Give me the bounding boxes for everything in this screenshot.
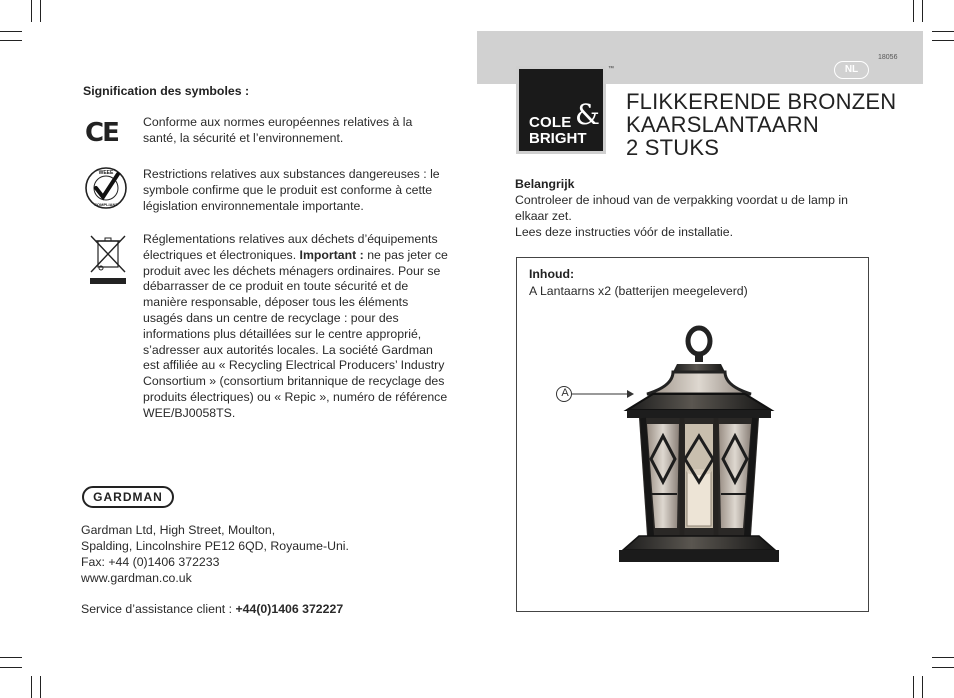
title-line-2: KAARSLANTAARN xyxy=(626,112,819,137)
important-heading: Belangrijk xyxy=(515,177,575,191)
crop-mark xyxy=(0,667,22,668)
title-line-1: FLIKKERENDE BRONZEN xyxy=(626,89,897,114)
crop-mark xyxy=(913,0,914,22)
customer-service xyxy=(81,602,343,618)
rohs-description: Restrictions relatives aux substances dangereuses : le symbole confirme que le produit est conforme à cette législation environnementale importante. xyxy=(143,167,440,213)
weee-text-part2: ne pas jeter ce produit avec les déchets ménagers ordinaires. Pour se débarrasser de ce produit en toute sécurité et de manière responsable, déposer tous les éléments usagés dans un centre de recyclage : pour des informations plus détaillées sur le centre approprié, s’adresser aux autorités locales. La société Gardman est affiliée au « Recycling Electrical Producers’ Industry Consortium » (consortium britannique de recyclage des produits électriques) ou « Repic », numéro de référence WEE/BJ0058TS. xyxy=(143,247,448,420)
gardman-logo: GARDMAN xyxy=(82,486,174,508)
fax-number: Fax: +44 (0)1406 372233 xyxy=(81,555,220,569)
crop-mark xyxy=(0,40,22,41)
important-text-1: Controleer de inhoud van de verpakking voordat u de lamp in elkaar zet. xyxy=(515,193,848,223)
title-line-3: 2 STUKS xyxy=(626,135,720,160)
ce-description: Conforme aux normes européennes relatives à la santé, la sécurité et l’environnement. xyxy=(143,115,413,145)
brand-line-2: BRIGHT xyxy=(529,130,587,147)
brand-line-1: COLE xyxy=(529,114,572,131)
weee-description xyxy=(143,232,451,422)
callout-label: A xyxy=(561,387,569,399)
contents-box xyxy=(516,257,869,612)
ce-mark-icon: CE xyxy=(85,118,118,148)
svg-text:WEEE: WEEE xyxy=(98,170,114,176)
cole-bright-logo xyxy=(516,66,606,154)
crop-mark xyxy=(932,31,954,32)
brand-ampersand: & xyxy=(575,98,600,131)
crop-mark xyxy=(932,667,954,668)
crop-mark xyxy=(932,657,954,658)
website-link[interactable]: www.gardman.co.uk xyxy=(81,571,192,585)
crop-mark xyxy=(40,676,41,698)
product-title xyxy=(626,90,896,159)
crop-mark xyxy=(922,0,923,22)
crop-mark xyxy=(0,657,22,658)
address-line-2: Spalding, Lincolnshire PE12 6QD, Royaume-Uni. xyxy=(81,539,349,553)
contents-heading: Inhoud: xyxy=(529,267,575,281)
crop-mark xyxy=(0,31,22,32)
address-line-1: Gardman Ltd, High Street, Moulton, xyxy=(81,523,276,537)
service-phone: +44(0)1406 372227 xyxy=(235,602,344,616)
product-code: 18056 xyxy=(878,54,898,61)
crop-mark xyxy=(31,676,32,698)
crop-mark xyxy=(932,40,954,41)
crop-mark xyxy=(40,0,41,22)
contents-item-a: A Lantaarns x2 (batterijen meegeleverd) xyxy=(529,284,748,298)
weee-bin-icon xyxy=(88,233,128,285)
lantern-image xyxy=(613,324,785,569)
crop-mark xyxy=(31,0,32,22)
important-text-2: Lees deze instructies vóór de installatie. xyxy=(515,225,734,239)
trademark-symbol: ™ xyxy=(608,66,614,72)
weee-text-part1: Réglementations relatives aux déchets d’équipements électriques et électroniques. xyxy=(143,232,438,262)
crop-mark xyxy=(913,676,914,698)
service-label: Service d’assistance client : xyxy=(81,602,233,616)
svg-text:COMPLIANT: COMPLIANT xyxy=(94,202,118,207)
symbols-heading: Signification des symboles : xyxy=(83,84,250,98)
language-badge: NL xyxy=(834,61,869,79)
weee-important-label: Important : xyxy=(299,247,364,262)
crop-mark xyxy=(922,676,923,698)
rohs-compliant-icon xyxy=(84,166,128,210)
